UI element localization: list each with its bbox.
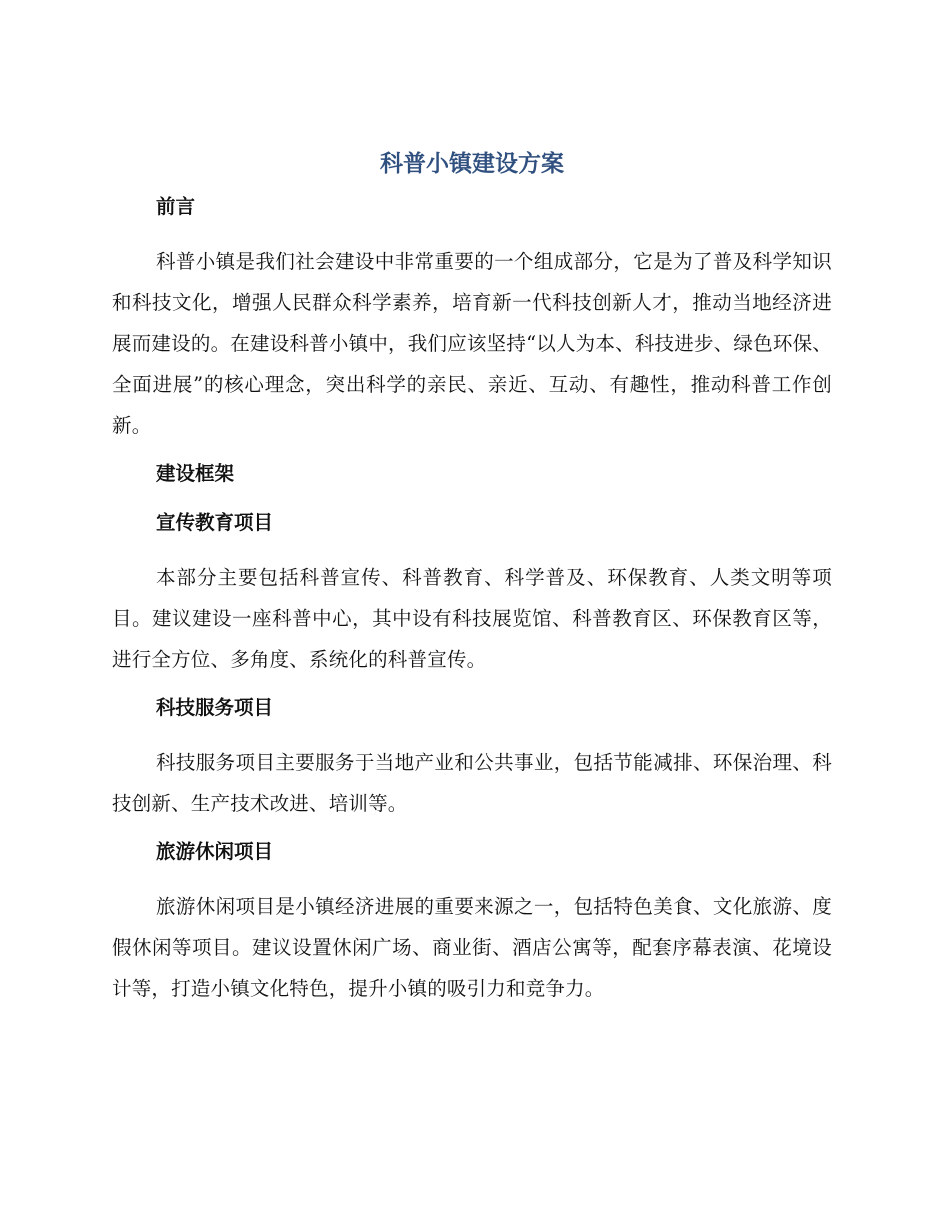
section-heading-tourism: 旅游休闲项目 <box>156 840 274 863</box>
section-heading-education: 宣传教育项目 <box>156 511 274 534</box>
paragraph-education: 本部分主要包括科普宣传、科普教育、科学普及、环保教育、人类文明等项目。建议建设一座科普中心，其中设有科技展览馆、科普教育区、环保教育区等，进行全方位、多角度、系统化的科普宣传。 <box>112 566 832 671</box>
section-heading-preface: 前言 <box>156 195 196 218</box>
section-heading-framework: 建设框架 <box>156 462 235 485</box>
document-title: 科普小镇建设方案 <box>380 151 564 177</box>
paragraph-tech-service: 科技服务项目主要服务于当地产业和公共事业，包括节能减排、环保治理、科技创新、生产技术改进、培训等。 <box>112 751 832 815</box>
paragraph-tourism: 旅游休闲项目是小镇经济进展的重要来源之一，包括特色美食、文化旅游、度假休闲等项目。建议设置休闲广场、商业街、酒店公寓等，配套序幕表演、花境设计等，打造小镇文化特色，提升小镇的吸引力和竞争力。 <box>112 895 832 1000</box>
section-heading-tech-service: 科技服务项目 <box>156 696 274 719</box>
paragraph-preface: 科普小镇是我们社会建设中非常重要的一个组成部分，它是为了普及科学知识和科技文化，增强人民群众科学素养，培育新一代科技创新人才，推动当地经济进展而建设的。在建设科普小镇中，我们应该坚持“以人为本、科技进步、绿色环保、全面进展”的核心理念，突出科学的亲民、亲近、互动、有趣性，推动科普工作创新。 <box>112 250 832 437</box>
